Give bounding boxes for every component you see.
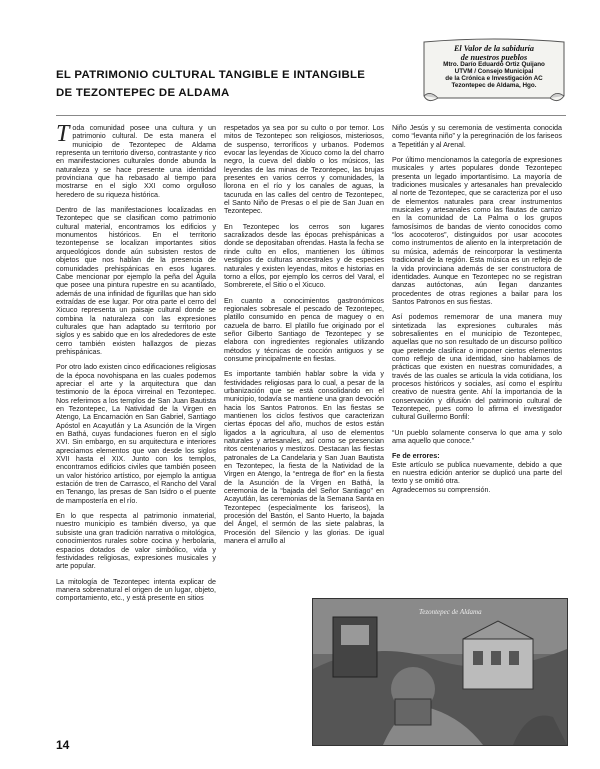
paragraph: En cuanto a conocimientos gastronómicos regionales sobresale el pescado de Tezontepec, platillo consumido en penca de maguey o en cazuela de barro. El platillo fue originado por el señor Gilberto Santiago de Tezontepec y se elabora con ingredientes regionales utilizando métodos y técnicas de cocción antiguos y se consume principalmente en fiestas. — [224, 296, 384, 363]
errata-text: Este artículo se publica nuevamente, debido a que en nuestra edición anterior se duplicó una parte del texto y se omitió otra. — [392, 460, 562, 486]
page-number: 14 — [56, 738, 70, 752]
paragraph: Es importante también hablar sobre la vida y festividades religiosas para lo cual, a pesar de la urbanización que se está consolidando en el municipio, todavía se mantiene una gran devoción hacia los Santos Patronos. En las fiestas se mantienen los ciclos festivos que caracterizan ciertas épocas del año, muchos de estos están ligados a la agricultura, al uso de elementos naturales y artesanales, así como se presencian ritos centenarios y mestizos. Destacan las fiestas patronales de La Candelaria y San Juan Bautista en Tezontepec, la fiesta de la Natividad de la Virgen en Atengo, la “entrega de flor” en la fiesta de la Asunción de la Virgen en Bathá, la ceremonia de la “bajada del Señor Santiago” en Acayutlán, las ceremonias de la Semana Santa en Tezontepec (especialmente los fariseos), la procesión del Bastón, el Santo Huerto, la bajada del Ángel, el sermón de las siete palabras, la Procesión del Silencio y las glorias. De igual manera el arrullo al — [224, 370, 384, 546]
paragraph-text: oda comunidad posee una cultura y un patrimonio cultural. De esta manera el municipio de Tezontepec de Aldama representa un territorio diverso, contrastante y rico en manifestaciones culturales donde abunda la naturaleza y se hace presente una identidad provinciana que ha rebasado al tiempo para mostrarse en el siglo XXI como orgulloso heredero de su riqueza histórica. — [56, 124, 216, 199]
paragraph: respetados ya sea por su culto o por temor. Los mitos de Tezontepec son religiosos, misteriosos, de suspenso, terroríficos y urbanos. Podemos evocar las leyendas de Xicuco como la del charro negro, la cueva del diablo o los músicos, las leyendas de las minas de Tezontepec, las brujas presentes en varios cerros y comunidades, la llorona en el río y los canales de aguas, la tacuruda en las calles del centro de Tezontepec, el Santo Niño de Presas o el pie de San Juan en Tezontepec. — [224, 124, 384, 216]
painting-illustration — [313, 599, 567, 745]
paragraph: En Tezontepec los cerros son lugares sacralizados desde las épocas prehispánicas a donde se depositaban ofrendas. Hasta la fecha se rinde culto en ellos, mantienen los últimos vestigios de culturas ancestrales y de especies naturales y existen leyendas, mitos e historias en torno a ellos, por ejemplo los cerros del Varal, el Sombrerete, el Sitio o el Xicuco. — [224, 222, 384, 290]
article-title-line2: DE TEZONTEPEC DE ALDAMA — [56, 87, 230, 99]
errata-block — [392, 452, 562, 494]
paragraph — [56, 121, 216, 199]
paragraph: Por último mencionamos la categoría de expresiones musicales y artes populares donde Tezontepec presenta un legado importantísimo. La mayoría de tradiciones musicales y artesanales han prevalecido al norte de Tezontepec, que se caracteriza por el uso de elementos naturales para crear instrumentos musicales y artesanales como las flautas de carrizo en la comunidad de La Palma o los grupos famosísimos de bandas de viento conocidos como “los acocoteros”, distinguidos por usar acocotes como instrumentos de aliento en la interpretación de su música, además de reincorporar la vestimenta tradicional de la región. Esta música es un reflejo de la vida provinciana además de ser constructora de identidades. Aunque en Tezontepec no se registran danzas autóctonas, aún llegan danzantes procedentes de otras regiones a bailar para los Santos Patronos en sus fiestas. — [392, 156, 562, 306]
painting-caption: Tezontepec de Aldama — [419, 608, 482, 616]
banner-motto-line1: El Valor de la sabiduría — [453, 44, 535, 53]
paragraph: Dentro de las manifestaciones localizadas en Tezontepec que se clasifican como patrimonio cultural material, encontramos los edificios y monumentos históricos. En el territorio tezontepense se localizan importantes sitios arqueológicos donde aún subsisten restos de objetos que nos hablan de la presencia de comunidades prehispánicas en esos lugares. Cabe mencionar por ejemplo la peña del Águila que posee una pintura rupestre en su acantilado, además de una infinidad de figurillas que han sido extraídas de ese lugar. Por otra parte el cerro del Xicuco representa un paisaje cultural donde se combina la naturaleza con las expresiones culturales que han adaptado su territorio por siglos y es sabido que en los alrededores de este cerro también existen hallazgos de piezas prehispánicas. — [56, 206, 216, 356]
paragraph: La mitología de Tezontepec intenta explicar de manera sobrenatural el origen de un lugar, objeto, comportamiento, etc., y está presente en sitios — [56, 577, 216, 603]
drop-cap: T — [56, 121, 70, 147]
banner-text — [426, 44, 562, 90]
column-1 — [56, 121, 216, 610]
paragraph: Por otro lado existen cinco edificaciones religiosas de la época novohispana en las cuales podemos apreciar el arte y la arquitectura que dan testimonio de la época virreinal en Tezontepec. Nos referimos a los templos de San Juan Bautista en Tezontepec, La Natividad de la Virgen en Atengo, La Encarnación en San Gabriel, Santiago Apóstol en Acayutlán y La Asunción de la Virgen en Bathá, cuyas fundaciones fueron en el siglo XVI. Sin embargo, en su arquitectura e interiores apreciamos elementos que van desde los siglos XVII hasta el XIX. Junto con los templos, encontramos edificios civiles que también poseen un valor histórico artístico, por ejemplo la antigua estación de tren de Carrasco, el Rancho del Varal en Tenango, las presas de San Isidro o el puente de mampostería en el río. — [56, 363, 216, 505]
paragraph: Así podemos rememorar de una manera muy sintetizada las expresiones culturales más sobresalientes en el municipio de Tezontepec, aquellas que no son resultado de un discurso político que pretende clasificar o imponer ciertos elementos como reflejo de una identidad, sino hablamos de prácticas que existen en nuestras comunidades, a través de las cuales se articula la vida cotidiana, los procesos históricos y sociales, así como el espíritu creativo de nuestra gente. Ahí la importancia de la conservación y difusión del patrimonio cultural de Tezontepec, pues como lo afirma el investigador cultural Guillermo Bonfil: — [392, 313, 562, 422]
banner-credit-line3: de la Crónica e Investigación AC — [445, 74, 543, 82]
article-title-line1: EL PATRIMONIO CULTURAL TANGIBLE E INTANGIBLE — [56, 69, 366, 81]
header-banner — [418, 38, 570, 106]
paragraph: Niño Jesús y su ceremonia de vestimenta conocida como “levanta niño” y la peregrinación de los fariseos a Tepetitlán y al Arenal. — [392, 124, 562, 149]
banner-credit-line4: Tezontepec de Aldama, Hgo. — [451, 81, 537, 89]
quote: “Un pueblo solamente conserva lo que ama y solo ama aquello que conoce.” — [392, 428, 562, 446]
painting-photo — [312, 598, 568, 746]
banner-motto-line2: de nuestros pueblos — [460, 53, 528, 63]
banner-credit-line2: UTVM / Consejo Municipal — [454, 67, 534, 75]
title-divider — [56, 115, 566, 116]
banner-credit-line1: Mtro. Darío Eduardo Ortiz Quijano — [443, 61, 545, 69]
column-2 — [224, 124, 384, 553]
paragraph: En lo que respecta al patrimonio inmaterial, nuestro municipio es también diverso, ya que subsiste una gran tradición narrativa o mitológica, conocimientos rurales sobre cocina y herbolaria, espacios dotados de valor simbólico, vida y festividades religiosas, expresiones musicales y arte popular. — [56, 512, 216, 571]
errata-title: Fe de errores: — [392, 452, 440, 461]
column-3 — [392, 124, 562, 494]
errata-thanks: Agradecemos su comprensión. — [392, 485, 491, 494]
